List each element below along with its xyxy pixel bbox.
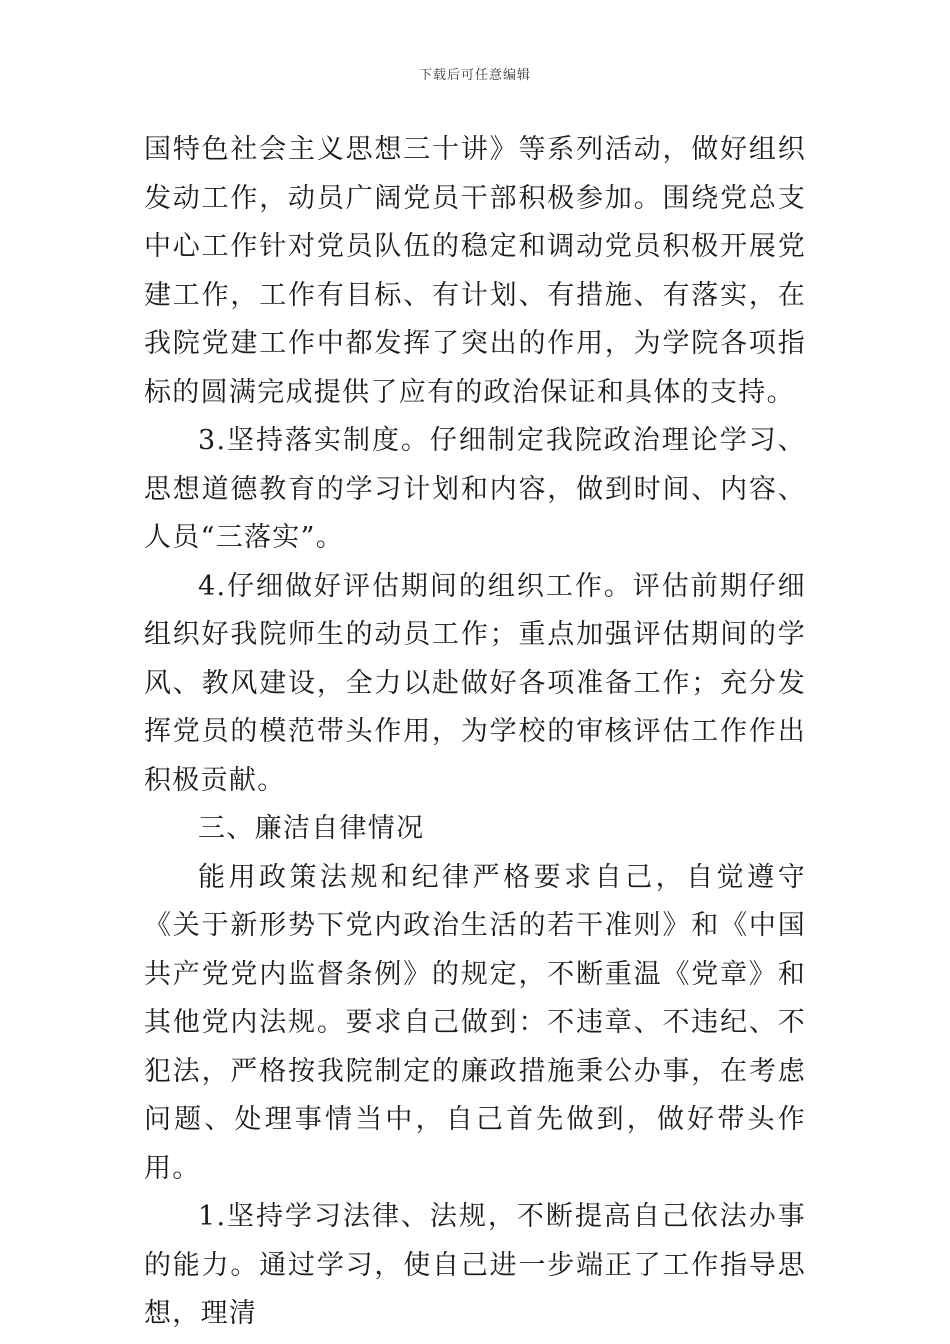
paragraph-item-4: 4.仔细做好评估期间的组织工作。评估前期仔细组织好我院师生的动员工作；重点加强评估期间的学风、教风建设，全力以赴做好各项准备工作；充分发挥党员的模范带头作用，为学校的审核评估工作作出积极贡献。 — [144, 570, 806, 796]
paragraph-item-3: 3.坚持落实制度。仔细制定我院政治理论学习、思想道德教育的学习计划和内容，做到时间、内容、人员“三落实”。 — [144, 425, 806, 553]
page-header-note: 下载后可任意编辑 — [418, 68, 531, 83]
section-heading-integrity: 三、廉洁自律情况 — [198, 813, 425, 844]
paragraph-item-1: 1.坚持学习法律、法规，不断提高自己依法办事的能力。通过学习，使自己进一步端正了工作指导思想，理清 — [144, 1201, 806, 1329]
paragraph-integrity-summary: 能用政策法规和纪律严格要求自己，自觉遵守《关于新形势下党内政治生活的若干准则》和《中国共产党党内监督条例》的规定，不断重温《党章》和其他党内法规。要求自己做到：不违章、不违纪、不犯法，严格按我院制定的廉政措施秉公办事，在考虑问题、处理事情当中，自己首先做到，做好带头作用。 — [144, 861, 806, 1184]
paragraph-continuation: 国特色社会主义思想三十讲》等系列活动，做好组织发动工作，动员广阔党员干部积极参加。围绕党总支中心工作针对党员队伍的稳定和调动党员积极开展党建工作，工作有目标、有计划、有措施、有落实，在我院党建工作中都发挥了突出的作用，为学院各项指标的圆满完成提供了应有的政治保证和具体的支持。 — [144, 134, 806, 408]
document-body — [144, 126, 806, 1339]
